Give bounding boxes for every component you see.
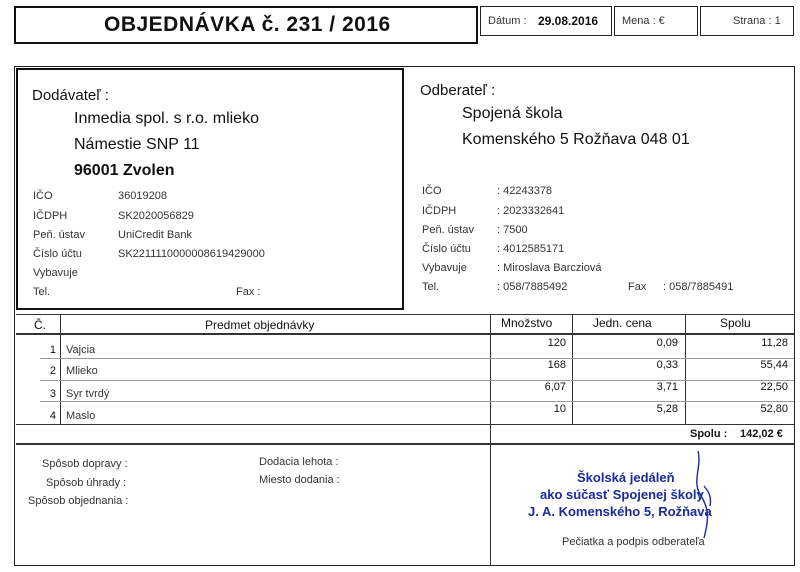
currency-label: Mena : €: [622, 15, 665, 27]
row-separator: [40, 401, 794, 402]
table-row-qty: 168: [547, 359, 566, 371]
table-row-price: 3,71: [656, 381, 678, 393]
customer-fax-label: Fax: [628, 281, 647, 293]
table-row-no: 1: [49, 344, 56, 356]
signature-label: Pečiatka a podpis odberateľa: [562, 536, 705, 548]
customer-field-label: Tel.: [422, 281, 440, 293]
supplier-field-value: UniCredit Bank: [118, 229, 192, 241]
table-col-divider: [685, 314, 686, 424]
table-top-rule: [16, 314, 794, 315]
table-row-item: Syr tvrdý: [66, 388, 110, 400]
table-header-rule: [16, 333, 794, 335]
transport-label: Spôsob dopravy :: [42, 458, 128, 470]
supplier-name: Inmedia spol. s r.o. mlieko: [74, 110, 259, 127]
page-number: Strana : 1: [733, 15, 781, 27]
table-col-divider: [60, 314, 61, 424]
delivery-place-label: Miesto dodania :: [259, 474, 340, 486]
table-row-no: 4: [49, 410, 56, 422]
sum-value: 142,02 €: [740, 428, 783, 440]
customer-field-label: Číslo účtu: [422, 243, 471, 255]
customer-field-value: : 7500: [497, 224, 528, 236]
supplier-field-value: SK2020056829: [118, 210, 194, 222]
stamp-line: ako súčasť Spojenej školy: [540, 487, 704, 502]
supplier-field-label: Tel.: [33, 286, 51, 298]
customer-field-value: : 2023332641: [497, 205, 565, 217]
table-col-divider: [490, 314, 491, 566]
row-separator: [40, 358, 794, 359]
payment-label: Spôsob úhrady :: [46, 477, 127, 489]
customer-field-label: Vybavuje: [422, 262, 467, 274]
table-row-price: 0,09: [656, 337, 678, 349]
supplier-fax-label: Fax :: [236, 286, 261, 298]
customer-label: Odberateľ :: [420, 82, 496, 99]
table-row-price: 5,28: [656, 403, 678, 415]
customer-field-value: : 42243378: [497, 185, 553, 197]
supplier-label: Dodávateľ :: [32, 87, 109, 104]
supplier-field-label: Vybavuje: [33, 267, 78, 279]
customer-field-value: : 058/7885492: [497, 281, 568, 293]
customer-field-value: : 4012585171: [497, 243, 565, 255]
supplier-street: Námestie SNP 11: [74, 136, 200, 153]
stamp-line: Školská jedáleň: [577, 470, 675, 485]
date-label: Dátum :: [488, 15, 527, 27]
table-row-no: 2: [49, 365, 56, 377]
supplier-field-label: Číslo účtu: [33, 248, 82, 260]
table-row-total: 55,44: [760, 359, 788, 371]
supplier-city: 96001 Zvolen: [74, 162, 175, 179]
table-header-qty: Množstvo: [501, 316, 553, 330]
table-header-item: Predmet objednávky: [205, 318, 315, 332]
supplier-field-label: IČDPH: [33, 210, 68, 222]
signature-scribble: [680, 446, 740, 546]
customer-field-value: : Miroslava Barcziová: [497, 262, 602, 274]
customer-field-label: IČO: [422, 185, 442, 197]
page-title: OBJEDNÁVKA č. 231 / 2016: [104, 13, 391, 36]
sum-label: Spolu :: [690, 428, 728, 440]
row-separator: [40, 380, 794, 381]
table-row-qty: 6,07: [544, 381, 566, 393]
table-sum-rule: [16, 443, 794, 445]
date-value: 29.08.2016: [538, 14, 599, 28]
stamp-line: J. A. Komenského 5, Rožňava: [528, 504, 712, 519]
table-row-price: 0,33: [656, 359, 678, 371]
table-header-no: Č.: [34, 318, 46, 332]
order-method-label: Spôsob objednania :: [28, 495, 129, 507]
table-row-item: Maslo: [66, 410, 96, 422]
table-row-total: 52,80: [760, 403, 788, 415]
customer-address: Komenského 5 Rožňava 048 01: [462, 131, 690, 148]
table-row-qty: 10: [553, 403, 566, 415]
table-row-item: Mlieko: [66, 365, 98, 377]
table-row-qty: 120: [547, 337, 566, 349]
table-row-no: 3: [49, 388, 56, 400]
customer-fax-value: : 058/7885491: [663, 281, 734, 293]
customer-name: Spojená škola: [462, 105, 563, 122]
delivery-term-label: Dodacia lehota :: [259, 456, 339, 468]
table-col-divider: [572, 314, 573, 424]
supplier-field-value: SK2211110000008619429000: [118, 248, 265, 260]
table-body-rule: [16, 424, 794, 425]
table-row-total: 11,28: [761, 337, 788, 349]
table-header-price: Jedn. cena: [593, 316, 652, 330]
table-row-total: 22,50: [760, 381, 788, 393]
customer-field-label: Peň. ústav: [422, 224, 474, 236]
table-header-total: Spolu: [720, 316, 751, 330]
table-row-item: Vajcia: [66, 344, 96, 356]
supplier-field-label: Peň. ústav: [33, 229, 85, 241]
customer-field-label: IČDPH: [422, 205, 457, 217]
supplier-field-value: 36019208: [118, 190, 167, 202]
supplier-field-label: IČO: [33, 190, 53, 202]
